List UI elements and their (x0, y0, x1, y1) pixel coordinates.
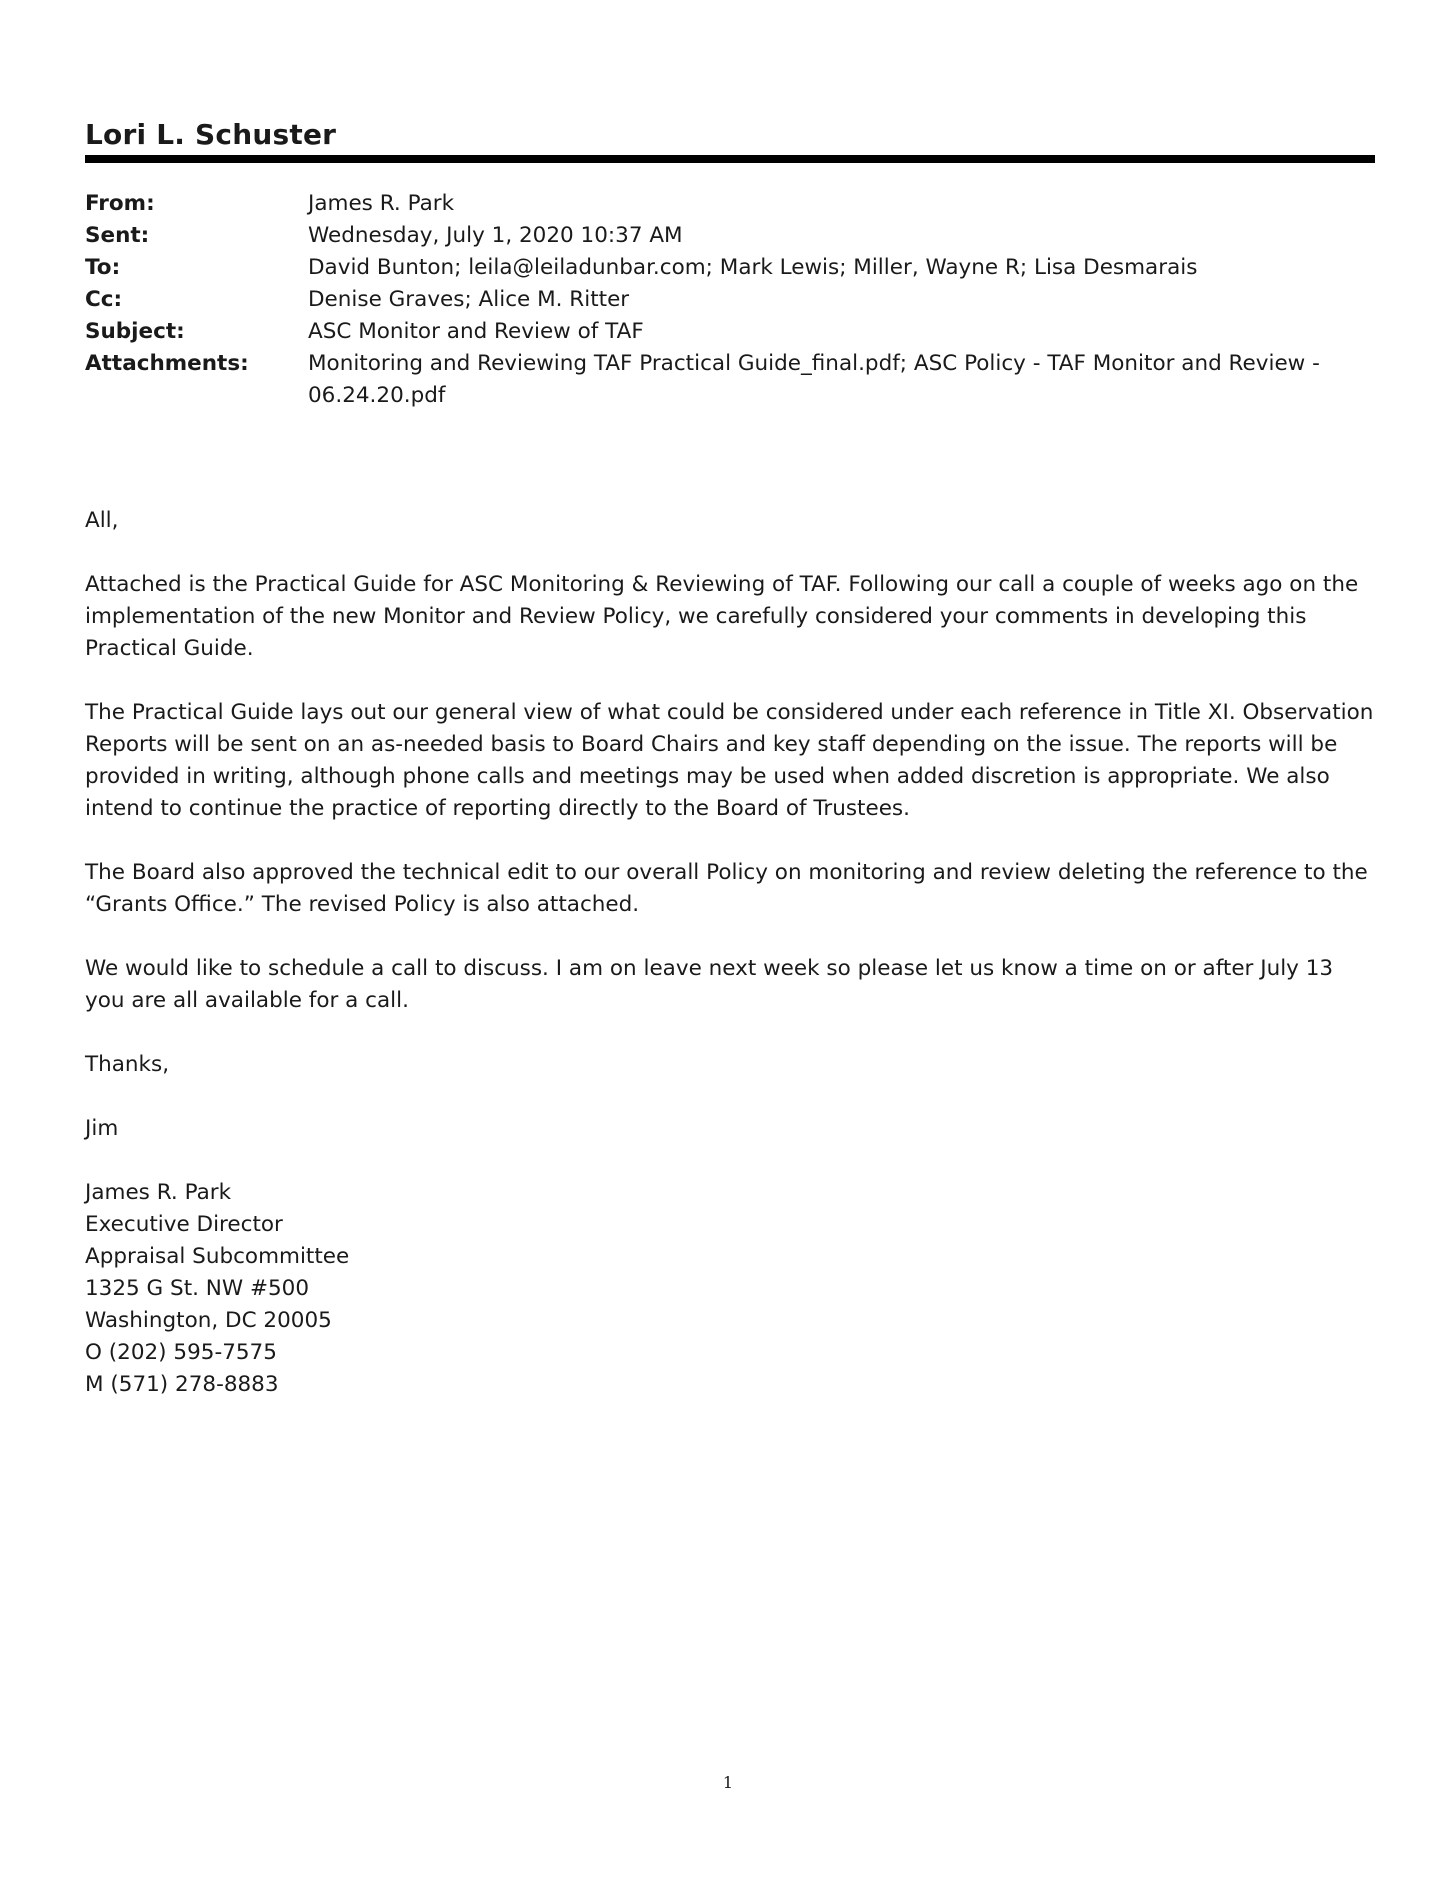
signature-name: James R. Park (85, 1180, 232, 1205)
signature-city: Washington, DC 20005 (85, 1308, 332, 1333)
to-row (85, 252, 1375, 284)
to-label: To: (85, 255, 121, 280)
cc-label: Cc: (85, 287, 123, 312)
body-paragraph: The Practical Guide lays out our general view of what could be considered under each reference in Title XI. Observation Reports will be sent on an as-needed basis to Board Chairs and key staff depending on the issue. The reports will be provided in writing, although phone calls and meetings may be used when added discretion is appropriate. We also intend to continue the practice of reporting directly to the Board of Trustees. (85, 700, 1374, 821)
attachments-value: Monitoring and Reviewing TAF Practical Guide_final.pdf; ASC Policy - TAF Monitor and Review - 06.24.20.pdf (308, 351, 1320, 408)
signature-title: Executive Director (85, 1212, 283, 1237)
page-number: 1 (722, 1773, 734, 1792)
greeting: All, (85, 508, 119, 533)
signature-organization: Appraisal Subcommittee (85, 1244, 350, 1269)
attachments-row (85, 348, 1375, 412)
from-row (85, 188, 1375, 220)
subject-value: ASC Monitor and Review of TAF (308, 319, 644, 344)
body-paragraph: Attached is the Practical Guide for ASC Monitoring & Reviewing of TAF. Following our call a couple of weeks ago on the implementation of the new Monitor and Review Policy, we carefully considered your comments in developing this Practical Guide. (85, 572, 1359, 661)
closing: Thanks, (85, 1052, 170, 1077)
from-value: James R. Park (308, 191, 455, 216)
body-paragraph: We would like to schedule a call to discuss. I am on leave next week so please let us know a time on or after July 13 you are all available for a call. (85, 956, 1334, 1013)
header-divider (85, 155, 1375, 163)
signature-office-phone: O (202) 595-7575 (85, 1340, 277, 1365)
sent-row (85, 220, 1375, 252)
subject-label: Subject: (85, 319, 185, 344)
sender-short-name: Jim (85, 1116, 119, 1141)
email-body (85, 505, 1375, 1401)
email-header-block (85, 188, 1375, 412)
cc-row (85, 284, 1375, 316)
signature-street: 1325 G St. NW #500 (85, 1276, 310, 1301)
signature-block (85, 1177, 1375, 1401)
mailbox-owner-name: Lori L. Schuster (85, 118, 337, 151)
to-value: David Bunton; leila@leiladunbar.com; Mark Lewis; Miller, Wayne R; Lisa Desmarais (308, 255, 1198, 280)
subject-row (85, 316, 1375, 348)
sent-label: Sent: (85, 223, 150, 248)
cc-value: Denise Graves; Alice M. Ritter (308, 287, 630, 312)
signature-mobile-phone: M (571) 278-8883 (85, 1372, 279, 1397)
from-label: From: (85, 191, 155, 216)
attachments-label: Attachments: (85, 351, 249, 376)
body-paragraph: The Board also approved the technical edit to our overall Policy on monitoring and review deleting the reference to the “Grants Office.” The revised Policy is also attached. (85, 860, 1368, 917)
sent-value: Wednesday, July 1, 2020 10:37 AM (308, 223, 683, 248)
